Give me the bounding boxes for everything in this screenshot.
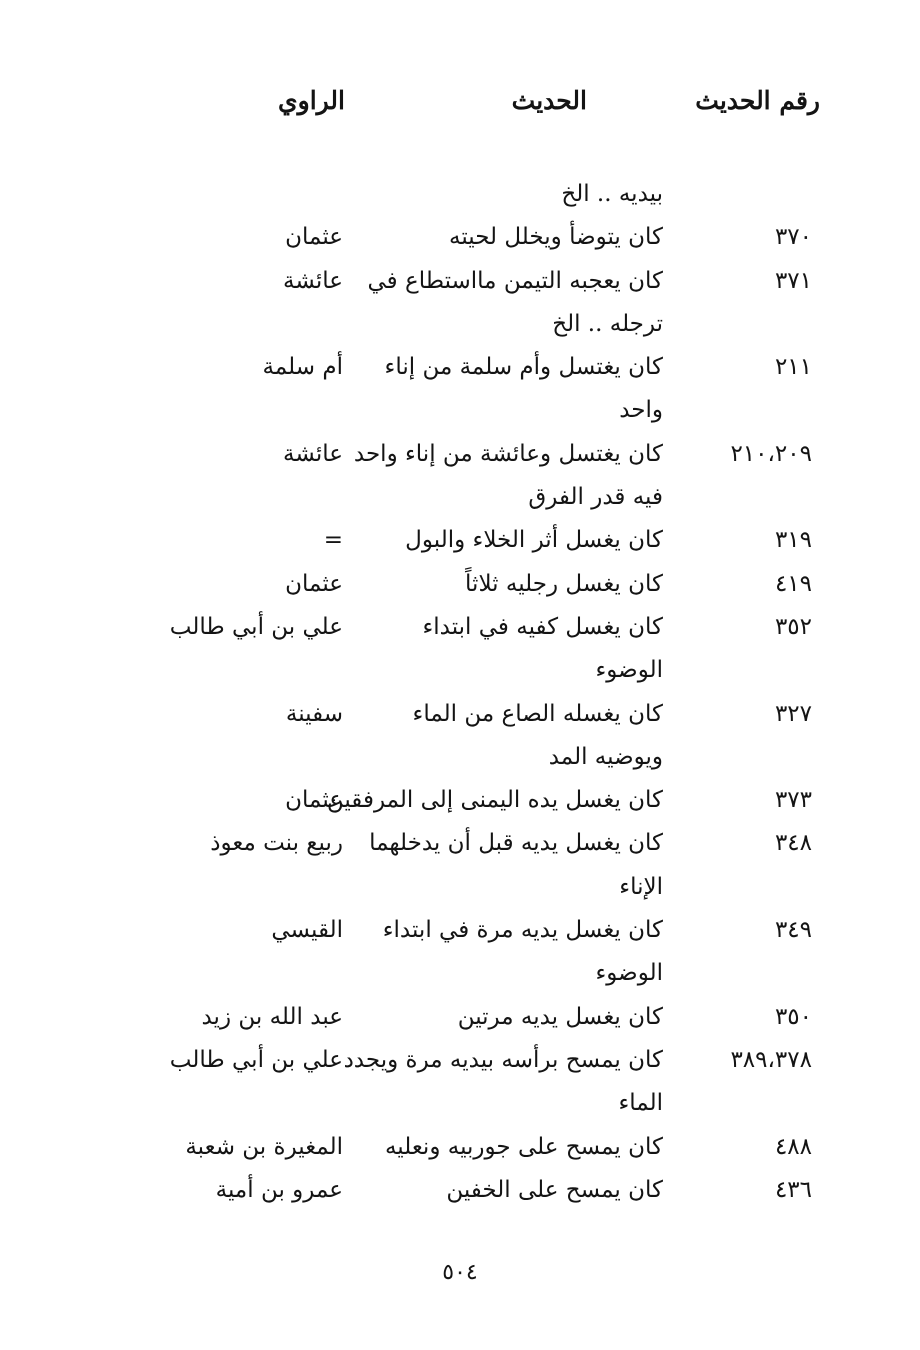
hadith-text: كان يغسل يديه مرة في ابتداء	[382, 917, 663, 944]
table-row	[0, 997, 920, 1040]
hadith-text: الوضوء	[595, 960, 663, 987]
table-row	[0, 607, 920, 650]
table-row	[0, 520, 920, 563]
table-row	[0, 953, 920, 996]
table-row	[0, 347, 920, 390]
hadith-text: الإناء	[619, 873, 663, 900]
hadith-index-table	[0, 174, 920, 1213]
hadith-text: ترجله .. الخ	[552, 310, 663, 337]
table-row	[0, 650, 920, 693]
hadith-text: كان يمسح على جوربيه ونعليه	[384, 1133, 663, 1160]
header-hadith-number: رقم الحديث	[695, 86, 820, 115]
hadith-number: ٣٤٩	[774, 917, 812, 944]
header-narrator: الراوي	[278, 86, 345, 115]
narrator: المغيرة بن شعبة	[185, 1133, 343, 1160]
narrator: علي بن أبي طالب	[169, 1046, 343, 1073]
hadith-number: ٤٣٦	[774, 1176, 812, 1203]
hadith-number: ٣٧١	[774, 267, 812, 294]
narrator: عثمان	[285, 787, 343, 814]
hadith-text: كان يتوضأ ويخلل لحيته	[449, 224, 663, 251]
table-row	[0, 823, 920, 866]
hadith-number: ٣٧٣	[774, 787, 812, 814]
hadith-text: كان يغسل رجليه ثلاثاً	[465, 570, 663, 597]
narrator: عثمان	[285, 224, 343, 251]
table-row	[0, 1083, 920, 1126]
table-row	[0, 390, 920, 433]
hadith-text: كان يمسح برأسه بيديه مرة ويجدد	[343, 1046, 663, 1073]
table-row	[0, 867, 920, 910]
hadith-number: ٣٥٠	[774, 1003, 812, 1030]
hadith-text: ويوضيه المد	[548, 743, 663, 770]
narrator: عثمان	[285, 570, 343, 597]
hadith-text: فيه قدر الفرق	[528, 484, 663, 511]
hadith-text: كان يغتسل وأم سلمة من إناء	[384, 354, 663, 381]
table-header	[0, 86, 920, 130]
narrator: عائشة	[283, 267, 343, 294]
narrator: عبد الله بن زيد	[201, 1003, 343, 1030]
hadith-text: كان يغتسل وعائشة من إناء واحد	[353, 440, 663, 467]
hadith-number: ٤١٩	[774, 570, 812, 597]
narrator: أم سلمة	[262, 354, 343, 381]
hadith-number: ٣٧٠	[774, 224, 812, 251]
hadith-number: ٢١١	[774, 354, 812, 381]
hadith-text: كان يغسل يده اليمنى إلى المرفقين	[326, 787, 663, 814]
narrator: القيسي	[271, 917, 343, 944]
table-row	[0, 564, 920, 607]
table-row	[0, 434, 920, 477]
table-row	[0, 174, 920, 217]
hadith-text: كان يغسل كفيه في ابتداء	[422, 613, 663, 640]
hadith-text: الماء	[618, 1090, 663, 1117]
table-row	[0, 1127, 920, 1170]
narrator: عائشة	[283, 440, 343, 467]
hadith-number: ٣٢٧	[774, 700, 812, 727]
table-row	[0, 694, 920, 737]
narrator: ربيع بنت معوذ	[210, 830, 343, 857]
table-row	[0, 304, 920, 347]
table-row	[0, 910, 920, 953]
hadith-number: ٤٨٨	[774, 1133, 812, 1160]
hadith-number: ٣١٩	[774, 527, 812, 554]
hadith-text: كان يغسل يديه قبل أن يدخلهما	[369, 830, 663, 857]
hadith-number: ٢١٠،٢٠٩	[730, 440, 812, 467]
hadith-text: كان يغسله الصاع من الماء	[412, 700, 663, 727]
narrator: علي بن أبي طالب	[169, 613, 343, 640]
hadith-text: واحد	[619, 397, 663, 424]
hadith-text: كان يعجبه التيمن مااستطاع في	[367, 267, 663, 294]
header-hadith: الحديث	[511, 86, 587, 115]
hadith-number: ٣٤٨	[774, 830, 812, 857]
table-row	[0, 477, 920, 520]
narrator: =	[323, 527, 343, 554]
hadith-number: ٣٨٩،٣٧٨	[730, 1046, 812, 1073]
table-row	[0, 1170, 920, 1213]
hadith-text: كان يمسح على الخفين	[446, 1176, 663, 1203]
page-number: ٥٠٤	[442, 1260, 478, 1285]
table-row	[0, 737, 920, 780]
hadith-text: بيديه .. الخ	[561, 181, 663, 207]
narrator: سفينة	[285, 700, 343, 727]
narrator: عمرو بن أمية	[215, 1176, 343, 1203]
hadith-number: ٣٥٢	[774, 613, 812, 640]
hadith-text: كان يغسل يديه مرتين	[457, 1003, 663, 1030]
hadith-text: كان يغسل أثر الخلاء والبول	[405, 527, 663, 554]
table-row	[0, 780, 920, 823]
table-row	[0, 261, 920, 304]
table-row	[0, 217, 920, 260]
table-row	[0, 1040, 920, 1083]
hadith-text: الوضوء	[595, 657, 663, 684]
